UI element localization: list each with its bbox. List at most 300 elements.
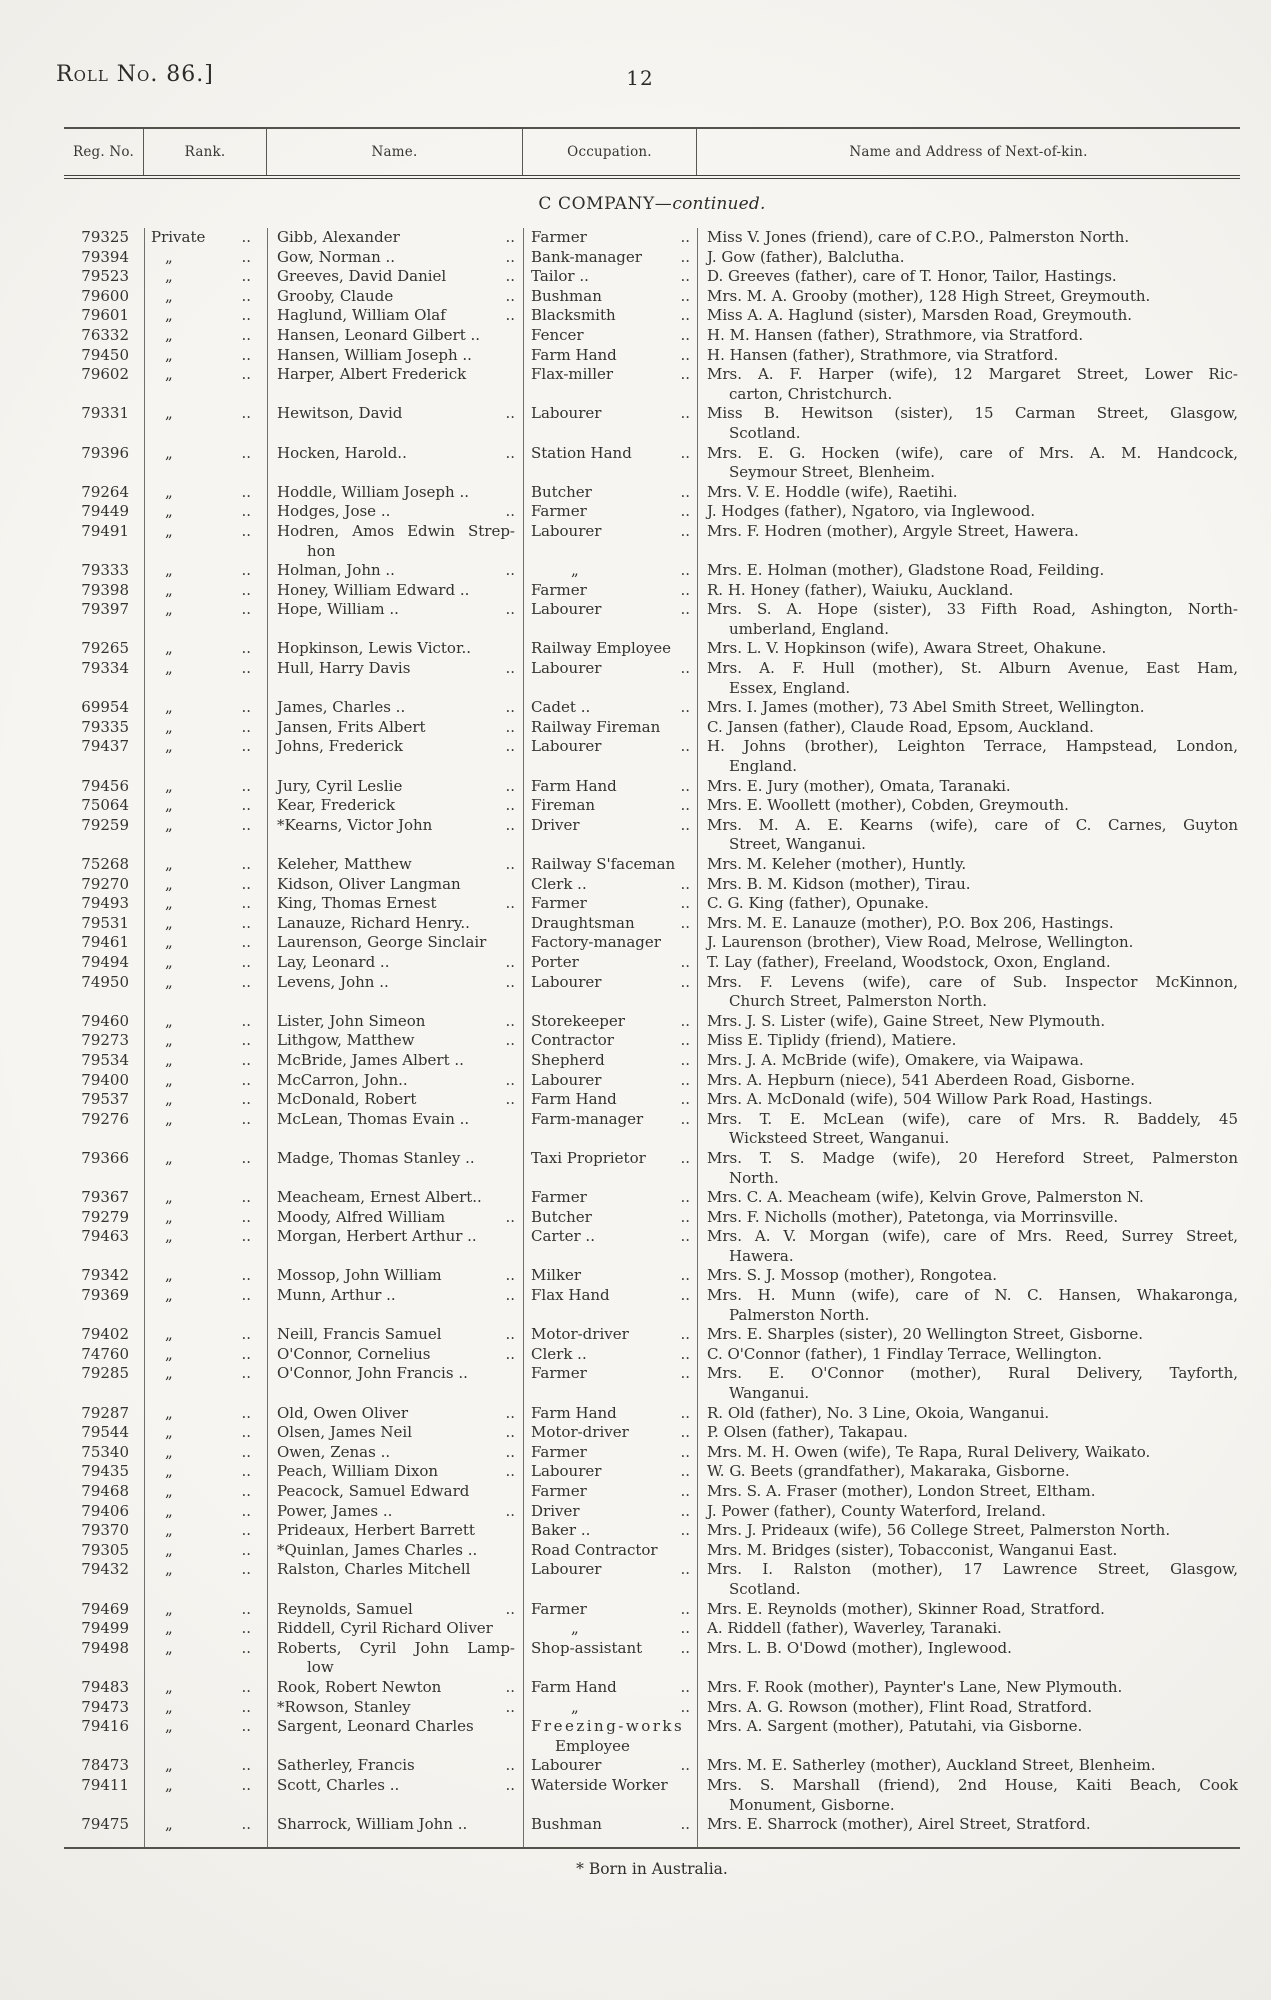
name-cell xyxy=(267,444,523,483)
rank-value: „ xyxy=(165,737,173,756)
leader-dots: .. xyxy=(680,1031,690,1050)
name-cell xyxy=(267,659,523,698)
name-value: King, Thomas Ernest xyxy=(277,894,437,913)
rank-value: „ xyxy=(165,698,173,717)
leader-dots: .. xyxy=(680,1070,690,1089)
leader-dots: .. xyxy=(505,600,515,619)
kin-line: Mrs. M. A. Grooby (mother), 128 High Street, Greymouth. xyxy=(707,286,1151,305)
kin-line: Mrs. M. A. E. Kearns (wife), care of C. Carnes, Guyton xyxy=(707,815,1238,834)
name-cell xyxy=(267,1286,523,1325)
reg-no-cell: 79475 xyxy=(81,1815,129,1834)
kin-line: umberland, England. xyxy=(729,619,890,638)
next-of-kin-cell xyxy=(697,1560,1240,1599)
name-value: Hopkinson, Lewis Victor.. xyxy=(277,639,472,658)
name-value: Hansen, William Joseph .. xyxy=(277,345,472,364)
occupation-value: Farmer xyxy=(531,1482,587,1500)
kin-line: Mrs. C. A. Meacheam (wife), Kelvin Grove, Palmerston N. xyxy=(707,1188,1144,1207)
next-of-kin-cell xyxy=(697,581,1240,601)
rank-cell xyxy=(144,953,267,973)
name-value: Riddell, Cyril Richard Oliver xyxy=(277,1619,493,1638)
leader-dots: .. xyxy=(505,267,515,286)
rank-cell xyxy=(144,561,267,581)
name-cell xyxy=(267,522,523,561)
leader-dots: .. xyxy=(680,874,690,893)
table-row xyxy=(64,346,1240,366)
occupation-value: Labourer xyxy=(531,737,602,756)
next-of-kin-cell xyxy=(697,1286,1240,1325)
reg-no-cell: 79460 xyxy=(81,1011,129,1030)
occupation-cell xyxy=(523,1090,697,1110)
leader-dots: .. xyxy=(680,1344,690,1363)
leader-dots: .. xyxy=(680,894,690,913)
leader-dots: .. xyxy=(241,874,251,893)
kin-line: Mrs. M. Bridges (sister), Tobacconist, Wanganui East. xyxy=(707,1540,1118,1559)
name-cell xyxy=(267,1678,523,1698)
kin-line: Mrs. E. Woollett (mother), Cobden, Greymouth. xyxy=(707,796,1069,815)
name-cell xyxy=(267,1404,523,1424)
column-divider xyxy=(697,228,698,1847)
leader-dots: .. xyxy=(680,580,690,599)
reg-no-cell: 79400 xyxy=(81,1070,129,1089)
next-of-kin-cell xyxy=(697,228,1240,248)
name-cell xyxy=(267,1443,523,1463)
leader-dots: .. xyxy=(241,365,251,384)
kin-line: Mrs. M. E. Satherley (mother), Auckland Street, Blenheim. xyxy=(707,1756,1156,1775)
leader-dots: .. xyxy=(241,600,251,619)
rank-cell xyxy=(144,1423,267,1443)
next-of-kin-cell xyxy=(697,1227,1240,1266)
rank-cell xyxy=(144,522,267,561)
name-line: low xyxy=(307,1658,334,1677)
name-cell xyxy=(267,855,523,875)
leader-dots: .. xyxy=(241,1756,251,1775)
name-cell xyxy=(267,1521,523,1541)
reg-no-cell: 79483 xyxy=(81,1677,129,1696)
name-value: Owen, Zenas .. xyxy=(277,1442,391,1461)
table-row xyxy=(64,561,1240,581)
leader-dots: .. xyxy=(680,1364,690,1383)
kin-line: Mrs. M. H. Owen (wife), Te Rapa, Rural Delivery, Waikato. xyxy=(707,1442,1151,1461)
rank-value: „ xyxy=(165,502,173,521)
occupation-cell xyxy=(523,1541,697,1561)
name-value: Ralston, Charles Mitchell xyxy=(277,1560,471,1579)
leader-dots: .. xyxy=(241,972,251,991)
rank-value: „ xyxy=(165,1599,173,1618)
leader-dots: .. xyxy=(680,1442,690,1461)
leader-dots: .. xyxy=(680,325,690,344)
occupation-cell xyxy=(523,1639,697,1678)
leader-dots: .. xyxy=(505,1286,515,1305)
occupation-cell xyxy=(523,306,697,326)
next-of-kin-cell xyxy=(697,698,1240,718)
table-row xyxy=(64,1423,1240,1443)
rank-cell xyxy=(144,502,267,522)
occupation-value: Labourer xyxy=(531,1462,602,1481)
next-of-kin-cell xyxy=(697,1012,1240,1032)
leader-dots: .. xyxy=(680,600,690,619)
rank-value: „ xyxy=(165,717,173,736)
rank-cell xyxy=(144,1600,267,1620)
table-row xyxy=(64,855,1240,875)
leader-dots: .. xyxy=(241,776,251,795)
rank-value: „ xyxy=(165,1344,173,1363)
reg-no-cell: 74950 xyxy=(81,972,129,991)
next-of-kin-cell xyxy=(697,1756,1240,1776)
occupation-value: Farm Hand xyxy=(531,776,617,795)
rank-cell xyxy=(144,718,267,738)
leader-dots: .. xyxy=(241,1011,251,1030)
reg-no-cell: 79602 xyxy=(81,365,129,384)
rank-cell xyxy=(144,267,267,287)
kin-line: Mrs. A. F. Hull (mother), St. Alburn Avenue, East Ham, xyxy=(707,659,1238,678)
leader-dots: .. xyxy=(241,1266,251,1285)
table-row xyxy=(64,718,1240,738)
leader-dots: .. xyxy=(505,1325,515,1344)
leader-dots: .. xyxy=(680,1227,690,1246)
name-value: Neill, Francis Samuel xyxy=(277,1325,442,1344)
kin-line: Miss E. Tiplidy (friend), Matiere. xyxy=(707,1031,957,1050)
kin-line: Mrs. J. S. Lister (wife), Gaine Street, New Plymouth. xyxy=(707,1011,1106,1030)
reg-no-cell: 79265 xyxy=(81,639,129,658)
rank-value: „ xyxy=(165,1815,173,1834)
next-of-kin-cell xyxy=(697,973,1240,1012)
occupation-value: Bushman xyxy=(531,1815,602,1834)
occupation-value: Farmer xyxy=(531,894,587,913)
leader-dots: .. xyxy=(505,286,515,305)
next-of-kin-cell xyxy=(697,1404,1240,1424)
name-cell xyxy=(267,1110,523,1149)
name-value: Sargent, Leonard Charles xyxy=(277,1717,474,1736)
name-cell xyxy=(267,973,523,1012)
leader-dots: .. xyxy=(680,815,690,834)
reg-no-cell: 79279 xyxy=(81,1207,129,1226)
rank-cell xyxy=(144,1502,267,1522)
kin-line: C. Jansen (father), Claude Road, Epsom, Auckland. xyxy=(707,717,1094,736)
leader-dots: .. xyxy=(241,1227,251,1246)
leader-dots: .. xyxy=(680,1482,690,1500)
occupation-cell xyxy=(523,581,697,601)
kin-line: Mrs. V. E. Hoddle (wife), Raetihi. xyxy=(707,482,958,501)
kin-line: Mrs. A. McDonald (wife), 504 Willow Park Road, Hastings. xyxy=(707,1090,1153,1109)
table-row xyxy=(64,1325,1240,1345)
occupation-value: Farm Hand xyxy=(531,345,617,364)
name-value: Moody, Alfred William xyxy=(277,1207,446,1226)
rank-cell xyxy=(144,933,267,953)
next-of-kin-cell xyxy=(697,1639,1240,1678)
rank-cell xyxy=(144,1208,267,1228)
leader-dots: .. xyxy=(241,913,251,932)
reg-no-cell: 79435 xyxy=(81,1462,129,1481)
occupation-value: Clerk .. xyxy=(531,874,587,893)
reg-no-cell: 79468 xyxy=(81,1482,129,1500)
leader-dots: .. xyxy=(241,639,251,658)
leader-dots: .. xyxy=(241,1501,251,1520)
leader-dots: .. xyxy=(680,482,690,501)
leader-dots: .. xyxy=(680,1266,690,1285)
leader-dots: .. xyxy=(241,580,251,599)
leader-dots: .. xyxy=(680,1188,690,1207)
occupation-cell xyxy=(523,248,697,268)
name-value: McDonald, Robert xyxy=(277,1090,417,1109)
next-of-kin-cell xyxy=(697,953,1240,973)
rank-value: „ xyxy=(165,345,173,364)
name-value: Kidson, Oliver Langman xyxy=(277,874,461,893)
leader-dots: .. xyxy=(680,1462,690,1481)
occupation-cell xyxy=(523,914,697,934)
name-cell xyxy=(267,267,523,287)
next-of-kin-cell xyxy=(697,1698,1240,1718)
leader-dots: .. xyxy=(241,1677,251,1696)
rank-value: „ xyxy=(165,659,173,678)
reg-no-cell: 79264 xyxy=(81,482,129,501)
kin-line: Mrs. I. Ralston (mother), 17 Lawrence Street, Glasgow, xyxy=(707,1560,1238,1579)
reg-no-cell: 74760 xyxy=(81,1344,129,1363)
leader-dots: .. xyxy=(680,698,690,717)
col-header-next-of-kin: Name and Address of Next-of-kin. xyxy=(849,144,1088,160)
reg-no-cell: 79335 xyxy=(81,717,129,736)
rank-value: „ xyxy=(165,1638,173,1657)
name-value: Reynolds, Samuel xyxy=(277,1599,413,1618)
leader-dots: .. xyxy=(680,972,690,991)
name-value: McCarron, John.. xyxy=(277,1070,408,1089)
next-of-kin-cell xyxy=(697,1815,1240,1835)
occupation-cell xyxy=(523,777,697,797)
rank-cell xyxy=(144,600,267,639)
name-value: Laurenson, George Sinclair xyxy=(277,933,487,952)
table-row xyxy=(64,1541,1240,1561)
table-row xyxy=(64,1678,1240,1698)
name-value: Satherley, Francis xyxy=(277,1756,415,1775)
name-value: Hocken, Harold.. xyxy=(277,443,407,462)
kin-line: C. O'Connor (father), 1 Findlay Terrace, Wellington. xyxy=(707,1344,1102,1363)
leader-dots: .. xyxy=(680,1677,690,1696)
rank-value: „ xyxy=(165,1227,173,1246)
occupation-cell xyxy=(523,1266,697,1286)
next-of-kin-cell xyxy=(697,1717,1240,1756)
next-of-kin-cell xyxy=(697,1188,1240,1208)
leader-dots: .. xyxy=(680,913,690,932)
kin-line: W. G. Beets (grandfather), Makaraka, Gisborne. xyxy=(707,1462,1070,1481)
rank-value: Private xyxy=(151,228,206,246)
rank-value: „ xyxy=(165,325,173,344)
table-row xyxy=(64,1482,1240,1502)
occupation-cell xyxy=(523,1071,697,1091)
rank-cell xyxy=(144,1776,267,1815)
rank-value: „ xyxy=(165,874,173,893)
name-value: Honey, William Edward .. xyxy=(277,580,470,599)
leader-dots: .. xyxy=(680,521,690,540)
reg-no-cell: 79287 xyxy=(81,1403,129,1422)
leader-dots: .. xyxy=(680,1423,690,1442)
rank-cell xyxy=(144,855,267,875)
leader-dots: .. xyxy=(241,267,251,286)
occupation-cell xyxy=(523,1462,697,1482)
reg-no-cell: 79469 xyxy=(81,1599,129,1618)
leader-dots: .. xyxy=(680,1286,690,1305)
leader-dots: .. xyxy=(680,1090,690,1109)
occupation-line: Employee xyxy=(555,1736,630,1755)
leader-dots: .. xyxy=(241,228,251,246)
name-value: Sharrock, William John .. xyxy=(277,1815,468,1834)
occupation-cell xyxy=(523,346,697,366)
occupation-value: Bank-manager xyxy=(531,247,642,266)
reg-no-cell: 79473 xyxy=(81,1697,129,1716)
rank-cell xyxy=(144,1815,267,1835)
leader-dots: .. xyxy=(680,952,690,971)
kin-line: H. M. Hansen (father), Strathmore, via Stratford. xyxy=(707,325,1084,344)
rank-value: „ xyxy=(165,1050,173,1069)
kin-line: Mrs. M. Keleher (mother), Huntly. xyxy=(707,855,967,873)
occupation-cell xyxy=(523,1756,697,1776)
rank-cell xyxy=(144,1325,267,1345)
name-value: Johns, Frederick xyxy=(277,737,403,756)
leader-dots: .. xyxy=(241,404,251,423)
name-cell xyxy=(267,1090,523,1110)
table-row xyxy=(64,502,1240,522)
leader-dots: .. xyxy=(241,659,251,678)
leader-dots: .. xyxy=(680,247,690,266)
reg-no-cell: 79396 xyxy=(81,443,129,462)
name-value: Jury, Cyril Leslie xyxy=(277,776,403,795)
rank-value: „ xyxy=(165,1560,173,1579)
occupation-value: Farm Hand xyxy=(531,1090,617,1109)
col-header-name: Name. xyxy=(267,129,523,175)
name-cell xyxy=(267,483,523,503)
leader-dots: .. xyxy=(241,1462,251,1481)
occupation-value: Shop-assistant xyxy=(531,1638,643,1657)
table-row xyxy=(64,1502,1240,1522)
leader-dots: .. xyxy=(241,815,251,834)
name-cell xyxy=(267,326,523,346)
leader-dots: .. xyxy=(505,1677,515,1696)
reg-no-cell: 79305 xyxy=(81,1540,129,1559)
occupation-value: „ xyxy=(571,1697,579,1716)
rank-value: „ xyxy=(165,1677,173,1696)
reg-no-cell: 79494 xyxy=(81,952,129,971)
leader-dots: .. xyxy=(241,698,251,717)
occupation-cell xyxy=(523,639,697,659)
kin-line: Wicksteed Street, Wanganui. xyxy=(729,1129,950,1148)
rank-cell xyxy=(144,1364,267,1403)
rank-cell xyxy=(144,777,267,797)
name-value: Mossop, John William xyxy=(277,1266,442,1285)
kin-line: Mrs. S. J. Mossop (mother), Rongotea. xyxy=(707,1266,998,1285)
occupation-value: Butcher xyxy=(531,482,592,501)
rank-cell xyxy=(144,1110,267,1149)
occupation-cell xyxy=(523,1345,697,1365)
leader-dots: .. xyxy=(680,443,690,462)
table-row xyxy=(64,1600,1240,1620)
next-of-kin-cell xyxy=(697,1482,1240,1502)
leader-dots: .. xyxy=(241,1050,251,1069)
leader-dots: .. xyxy=(505,228,515,246)
col-header-occupation: Occupation. xyxy=(523,129,697,175)
leader-dots: .. xyxy=(680,1638,690,1657)
rank-cell xyxy=(144,1286,267,1325)
occupation-value: Farmer xyxy=(531,502,587,521)
name-cell xyxy=(267,777,523,797)
name-cell xyxy=(267,1639,523,1678)
table-row xyxy=(64,659,1240,698)
kin-line: R. H. Honey (father), Waiuku, Auckland. xyxy=(707,580,1014,599)
reg-no-cell: 79463 xyxy=(81,1227,129,1246)
kin-line: Seymour Street, Blenheim. xyxy=(729,463,935,482)
occupation-cell xyxy=(523,1619,697,1639)
occupation-cell xyxy=(523,1560,697,1599)
name-value: Kear, Frederick xyxy=(277,796,396,815)
leader-dots: .. xyxy=(241,1717,251,1736)
occupation-value: Milker xyxy=(531,1266,582,1285)
rank-value: „ xyxy=(165,443,173,462)
next-of-kin-cell xyxy=(697,1541,1240,1561)
name-line: hon xyxy=(307,541,336,560)
name-cell xyxy=(267,1560,523,1599)
next-of-kin-cell xyxy=(697,1423,1240,1443)
reg-no-cell: 79370 xyxy=(81,1521,129,1540)
name-value: Haglund, William Olaf xyxy=(277,306,446,325)
rank-value: „ xyxy=(165,639,173,658)
leader-dots: .. xyxy=(241,1109,251,1128)
reg-no-cell: 79334 xyxy=(81,659,129,678)
kin-line: Mrs. J. Prideaux (wife), 56 College Street, Palmerston North. xyxy=(707,1521,1171,1540)
rank-cell xyxy=(144,404,267,443)
kin-line: Mrs. F. Hodren (mother), Argyle Street, Hawera. xyxy=(707,521,1079,540)
leader-dots: .. xyxy=(241,1207,251,1226)
leader-dots: .. xyxy=(241,325,251,344)
rank-value: „ xyxy=(165,1070,173,1089)
next-of-kin-cell xyxy=(697,502,1240,522)
occupation-value: Baker .. xyxy=(531,1521,591,1540)
leader-dots: .. xyxy=(680,1697,690,1716)
occupation-value: Farmer xyxy=(531,1364,587,1383)
name-cell xyxy=(267,737,523,776)
leader-dots: .. xyxy=(680,306,690,325)
name-value: Lithgow, Matthew xyxy=(277,1031,415,1050)
name-cell xyxy=(267,1482,523,1502)
leader-dots: .. xyxy=(680,286,690,305)
rank-cell xyxy=(144,1012,267,1032)
next-of-kin-cell xyxy=(697,894,1240,914)
leader-dots: .. xyxy=(505,1031,515,1050)
kin-line: Mrs. A. Sargent (mother), Patutahi, via Gisborne. xyxy=(707,1717,1083,1736)
name-value: Old, Owen Oliver xyxy=(277,1403,409,1422)
occupation-value: Road Contractor xyxy=(531,1540,658,1559)
leader-dots: .. xyxy=(241,1148,251,1167)
occupation-value: Driver xyxy=(531,1501,580,1520)
rank-value: „ xyxy=(165,1717,173,1736)
rank-value: „ xyxy=(165,306,173,325)
leader-dots: .. xyxy=(241,521,251,540)
rank-value: „ xyxy=(165,1756,173,1775)
kin-line: H. Hansen (father), Strathmore, via Stratford. xyxy=(707,345,1059,364)
leader-dots: .. xyxy=(241,1031,251,1050)
name-value: Lay, Leonard .. xyxy=(277,952,390,971)
name-cell xyxy=(267,502,523,522)
name-cell xyxy=(267,894,523,914)
rank-cell xyxy=(144,581,267,601)
occupation-value: Carter .. xyxy=(531,1227,595,1246)
leader-dots: .. xyxy=(241,1815,251,1834)
rank-cell xyxy=(144,346,267,366)
occupation-value: „ xyxy=(571,561,579,580)
kin-line: J. Laurenson (brother), View Road, Melrose, Wellington. xyxy=(707,933,1134,952)
kin-line: Street, Wanganui. xyxy=(729,835,866,854)
rank-value: „ xyxy=(165,1207,173,1226)
reg-no-cell: 79493 xyxy=(81,894,129,913)
table-row xyxy=(64,1188,1240,1208)
leader-dots: .. xyxy=(505,1207,515,1226)
table-row xyxy=(64,1345,1240,1365)
